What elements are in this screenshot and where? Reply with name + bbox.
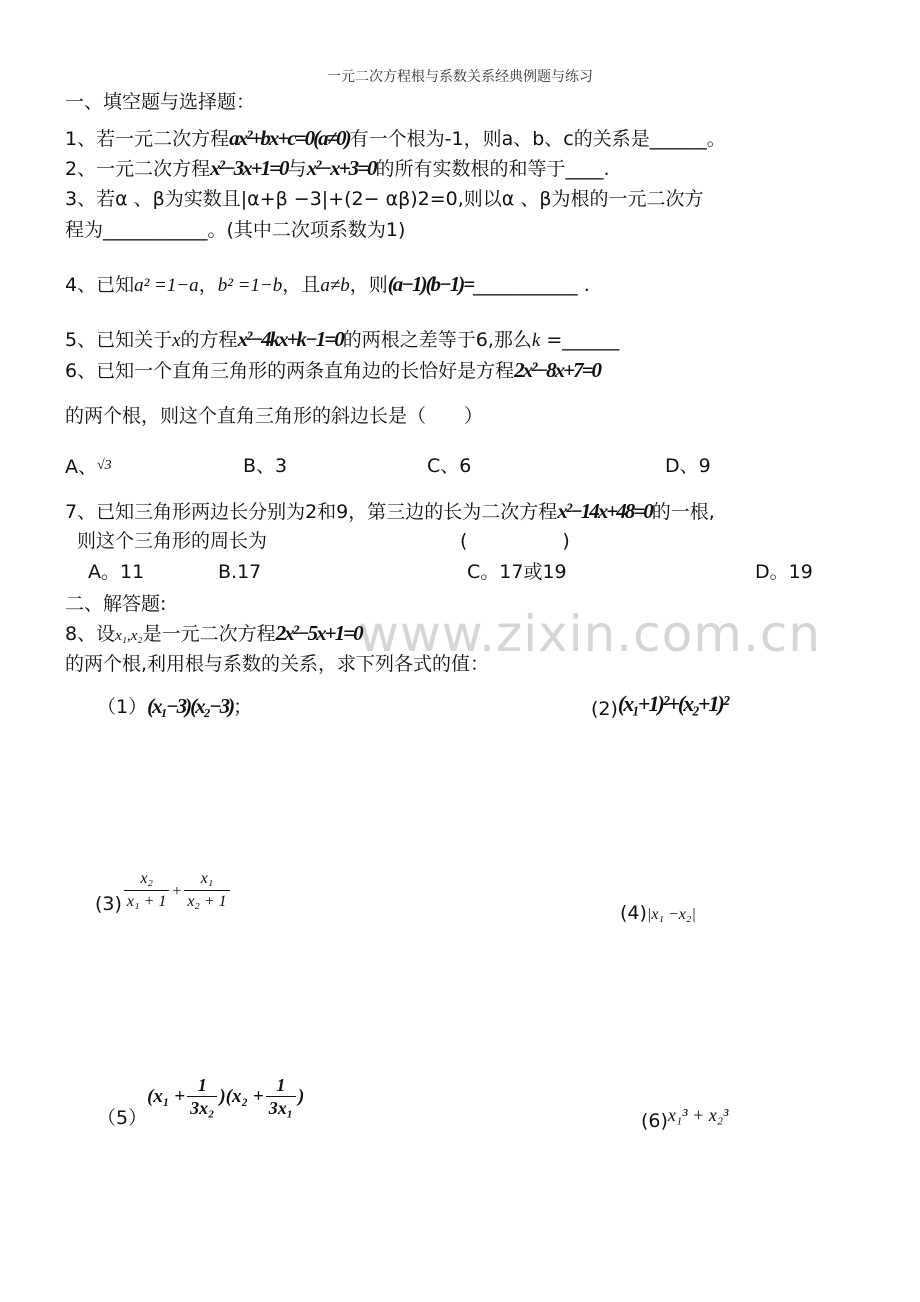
part-6-label: (6) [641, 1110, 668, 1132]
part-3 [95, 868, 232, 916]
q6-option-b: B、3 [243, 455, 288, 477]
part-4-label: (4) [620, 902, 647, 924]
q8-equation: 2x²−5x+1=0 [275, 621, 362, 645]
question-2 [65, 156, 610, 181]
q5-var: x [172, 330, 181, 351]
q4-equation-4: (a−1)(b−1)= [387, 272, 474, 296]
q8-text-mid: 是一元二次方程 [142, 623, 276, 645]
part-5-numerator-2: 1 [266, 1074, 296, 1097]
part-5-numerator-1: 1 [187, 1074, 217, 1097]
page-header: 一元二次方程根与系数关系经典例题与练习 [327, 69, 593, 85]
question-1 [65, 126, 726, 151]
part-5-segment-b: )(x₂ + [219, 1086, 264, 1107]
part-2-expression: (x₁+1)²+(x₂+1)² [617, 691, 728, 716]
part-3-label: (3) [95, 893, 122, 915]
q4-sep-1: ， [198, 274, 218, 296]
q6-option-a-value: √3 [97, 458, 112, 473]
q6-option-c: C、6 [427, 455, 472, 477]
question-7-paren: ( ) [460, 530, 570, 552]
q6-equation: 2x²−8x+7=0 [514, 358, 601, 382]
part-6-expression: x₁³ + x₂³ [667, 1105, 729, 1125]
part-5-label: （5） [97, 1107, 148, 1129]
part-1-expression: (x₁−3)(x₂−3) [147, 694, 234, 718]
part-2-label: (2) [591, 698, 618, 720]
part-5-fraction-1 [187, 1074, 217, 1119]
part-1 [97, 694, 252, 719]
q5-text-end: =______ [540, 329, 620, 351]
question-8-line-2: 的两个根,利用根与系数的关系，求下列各式的值： [65, 653, 490, 675]
q4-text-pre: 4、已知 [65, 274, 135, 296]
part-4-expression: |x₁ −x₂| [646, 906, 696, 923]
q2-text-post: 的所有实数根的和等于____. [375, 158, 610, 180]
part-3-plus: + [171, 883, 183, 900]
part-1-label: （1） [97, 696, 148, 718]
q4-text-post: ___________ . [473, 274, 590, 296]
part-5-denominator-1: 3x₂ [190, 1098, 215, 1118]
q5-text-mid: 的方程 [180, 329, 238, 351]
part-5-fraction-2 [266, 1074, 296, 1119]
part-2 [591, 692, 727, 721]
q4-sep-3: ，则 [349, 274, 388, 296]
q4-equation-3: a≠b [320, 275, 350, 296]
part-3-fraction-1 [124, 868, 169, 913]
q5-text-pre: 5、已知关于 [65, 329, 173, 351]
question-3-line-2: 程为___________。(其中二次项系数为1) [65, 219, 406, 241]
part-4 [620, 901, 696, 927]
section-1-title: 一、填空题与选择题： [65, 91, 256, 113]
q7-option-b: B.17 [218, 561, 262, 583]
part-3-fraction-2 [184, 868, 229, 913]
q7-text: 7、已知三角形两边长分别为2和9，第三边的长为二次方程 [65, 501, 558, 523]
q7-option-c: C。17或19 [467, 561, 567, 583]
q5-k: k [531, 330, 541, 351]
q1-text-post: 有一个根为-1，则a、b、c的关系是______。 [349, 128, 726, 150]
q7-option-d: D。19 [755, 561, 813, 583]
question-7-line-2: 则这个三角形的周长为 [77, 530, 268, 552]
part-6 [641, 1103, 728, 1133]
question-3-line-1: 3、若α 、β为实数且|α+β −3|+(2− αβ)2=0,则以α 、β为根的一元二次方 [65, 188, 704, 210]
question-5 [65, 327, 619, 353]
q5-text-post: 的两根之差等于6,那么 [342, 329, 532, 351]
question-6-line-2: 的两个根，则这个直角三角形的斜边长是（ ） [65, 405, 484, 427]
q8-vars: x₁,x₂ [115, 628, 143, 644]
part-5-denominator-2: 3x₁ [268, 1098, 294, 1118]
q7-option-a: A。11 [88, 561, 145, 583]
q2-equation-2: x²−x+3=0 [306, 156, 376, 180]
q7-text-post: 的一根, [651, 501, 715, 523]
q2-equation-1: x²−3x+1=0 [210, 156, 288, 180]
q4-sep-2: ，且 [282, 274, 321, 296]
part-3-denominator-2: x₂ + 1 [187, 893, 227, 910]
q6-option-d: D、9 [665, 455, 711, 477]
q4-equation-2: b² =1−b [217, 275, 283, 296]
q8-text-pre: 8、设 [65, 623, 116, 645]
part-3-numerator-2: x₁ [184, 868, 229, 891]
q1-equation: ax²+bx+c=0(a≠0) [229, 126, 350, 150]
part-3-numerator-1: x₂ [124, 868, 169, 891]
part-5-segment-a: (x₁ + [147, 1086, 186, 1107]
watermark: www.zixin.com.cn [358, 605, 822, 663]
q2-text-pre: 2、一元二次方程 [65, 158, 211, 180]
q1-text-pre: 1、若一元二次方程 [65, 128, 230, 150]
question-6-line-1 [65, 358, 600, 383]
part-5 [97, 1074, 304, 1130]
question-7-line-1 [65, 499, 715, 524]
question-4 [65, 272, 590, 298]
q6-text: 6、已知一个直角三角形的两条直角边的长恰好是方程 [65, 360, 515, 382]
question-8-line-1 [65, 621, 362, 648]
q4-equation-1: a² =1−a [134, 275, 199, 296]
q7-equation: x²−14x+48=0 [557, 499, 652, 523]
part-1-end: ； [233, 696, 253, 718]
q5-equation: x²−4kx+k−1=0 [237, 327, 343, 351]
q6-option-a-label: A、 [65, 456, 97, 478]
section-2-title: 二、解答题: [65, 593, 167, 615]
q6-option-a [65, 454, 112, 479]
part-3-denominator-1: x₁ + 1 [126, 893, 167, 910]
part-5-segment-c: ) [298, 1086, 305, 1107]
q2-text-mid: 与 [287, 158, 307, 180]
